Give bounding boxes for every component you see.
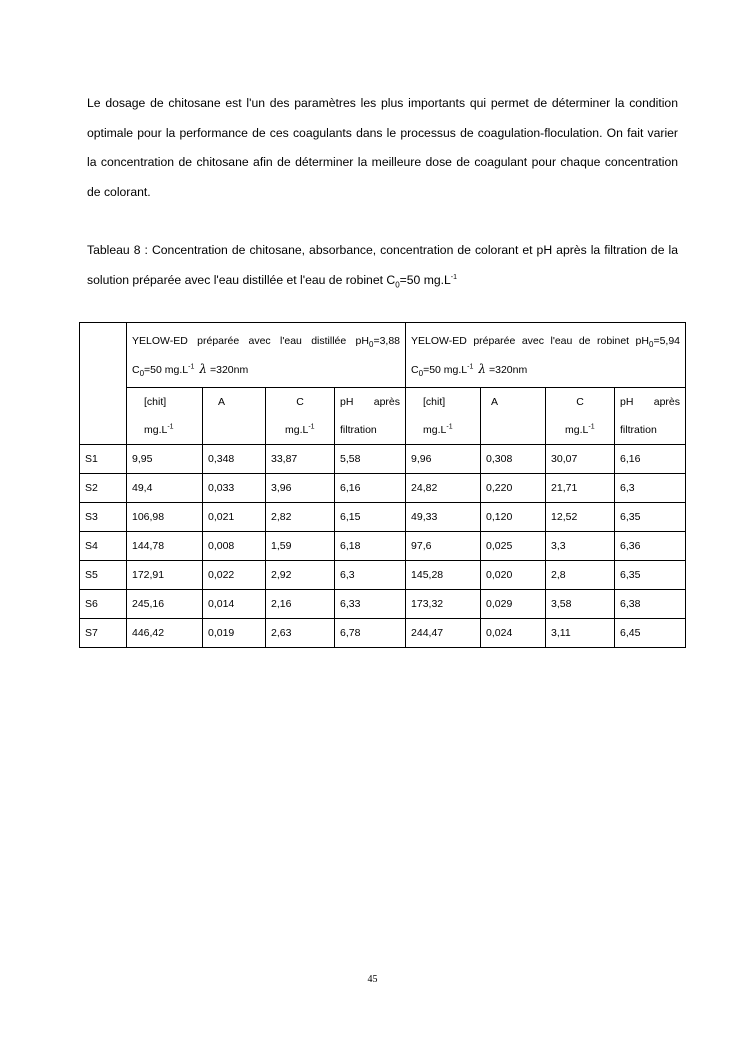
table-cell: 0,019: [203, 619, 266, 648]
table-cell: 0,025: [481, 532, 546, 561]
table-cell: 0,020: [481, 561, 546, 590]
table-cell: 0,022: [203, 561, 266, 590]
caption-sup: -1: [450, 273, 458, 281]
lambda-symbol: λ: [199, 361, 207, 376]
table-cell: 0,021: [203, 503, 266, 532]
subheader-chit: [chit] $mg.L^{-1}$: [406, 388, 481, 445]
subheader-a: A: [481, 388, 546, 445]
table-cell: 172,91: [127, 561, 203, 590]
row-label: S7: [80, 619, 127, 648]
group-title: YELOW-ED préparée avec l'eau distillée $pH_0=3,88$: [132, 334, 401, 349]
table-row: [80, 503, 686, 532]
table-cell: 6,35: [615, 561, 686, 590]
table-caption: [87, 236, 678, 295]
table-cell: 9,96: [406, 445, 481, 474]
subheader-a: A: [203, 388, 266, 445]
intro-paragraph: Le dosage de chitosane est l'un des paramètres les plus importants qui permet de déterminer la condition optimale pour la performance de ces coagulants dans le processus de coagulation-floculation. On fait varier la concentration de chitosane afin de déterminer la meilleure dose de coagulant pour chaque concentration de colorant.: [87, 96, 678, 199]
table-cell: 0,348: [203, 445, 266, 474]
table-cell: 3,58: [546, 590, 615, 619]
row-label: S5: [80, 561, 127, 590]
table-cell: 5,58: [335, 445, 406, 474]
table-row: [80, 532, 686, 561]
table-cell: 2,63: [266, 619, 335, 648]
table-cell: 6,3: [335, 561, 406, 590]
table-cell: 24,82: [406, 474, 481, 503]
table-cell: 3,11: [546, 619, 615, 648]
table-row: [80, 445, 686, 474]
row-label: S6: [80, 590, 127, 619]
page-number: 45: [367, 974, 378, 985]
table-cell: 0,220: [481, 474, 546, 503]
table-cell: 6,36: [615, 532, 686, 561]
caption-tail: =50 mg.L: [399, 272, 451, 287]
results-table: [79, 322, 686, 648]
table-cell: 446,42: [127, 619, 203, 648]
table-cell: 0,308: [481, 445, 546, 474]
table-cell: 6,15: [335, 503, 406, 532]
table-cell: 1,59: [266, 532, 335, 561]
table-cell: 0,014: [203, 590, 266, 619]
table-cell: 49,4: [127, 474, 203, 503]
table-cell: 3,96: [266, 474, 335, 503]
table-cell: 145,28: [406, 561, 481, 590]
table-cell: 6,45: [615, 619, 686, 648]
subheader-ph: pH après filtration: [335, 388, 406, 445]
table-cell: 3,3: [546, 532, 615, 561]
group-params: $C_0=50$ $mg.L^{-1}$ λ =320nm: [132, 361, 249, 378]
table-cell: 2,8: [546, 561, 615, 590]
subheader-c: C $mg.L^{-1}$: [546, 388, 615, 445]
table-cell: 6,16: [335, 474, 406, 503]
table-cell: 6,3: [615, 474, 686, 503]
table-row: [80, 561, 686, 590]
row-label: S2: [80, 474, 127, 503]
subheader-c: C $mg.L^{-1}$: [266, 388, 335, 445]
table-cell: 244,47: [406, 619, 481, 648]
table-cell: 0,120: [481, 503, 546, 532]
row-label: S3: [80, 503, 127, 532]
table-cell: 6,38: [615, 590, 686, 619]
table-row: [80, 619, 686, 648]
table-cell: 21,71: [546, 474, 615, 503]
table-cell: 144,78: [127, 532, 203, 561]
table-cell: 9,95: [127, 445, 203, 474]
table-cell: 6,16: [615, 445, 686, 474]
subheader-ph: pH après filtration: [615, 388, 686, 445]
group-header-distilled: [127, 323, 406, 388]
group-params: $C_0=50$ $mg.L^{-1}$ λ =320nm: [411, 361, 528, 378]
table-cell: 0,029: [481, 590, 546, 619]
table-cell: 0,008: [203, 532, 266, 561]
group-header-tap: [406, 323, 686, 388]
table-cell: 6,18: [335, 532, 406, 561]
group-title: YELOW-ED préparée avec l'eau de robinet $pH_0=5,94$: [411, 334, 681, 349]
table-cell: 2,16: [266, 590, 335, 619]
table-cell: 30,07: [546, 445, 615, 474]
table-cell: 173,32: [406, 590, 481, 619]
table-row: [80, 474, 686, 503]
table-row: [80, 590, 686, 619]
subheader-chit: [chit] $mg.L^{-1}$: [127, 388, 203, 445]
table-cell: 97,6: [406, 532, 481, 561]
table-cell: 245,16: [127, 590, 203, 619]
table-cell: 6,78: [335, 619, 406, 648]
table-cell: 106,98: [127, 503, 203, 532]
row-label: S4: [80, 532, 127, 561]
caption-sub: 0: [395, 279, 400, 289]
table-cell: 2,82: [266, 503, 335, 532]
table-cell: 33,87: [266, 445, 335, 474]
table-cell: 6,35: [615, 503, 686, 532]
table-cell: 0,024: [481, 619, 546, 648]
corner-cell: [80, 323, 127, 445]
table-cell: 49,33: [406, 503, 481, 532]
caption-text: Tableau 8 : Concentration de chitosane, absorbance, concentration de colorant et pH après la filtration de la solution préparée avec l'eau distillée et l'eau de robinet C: [87, 243, 678, 287]
lambda-symbol: λ: [478, 361, 486, 376]
table-cell: 0,033: [203, 474, 266, 503]
row-label: S1: [80, 445, 127, 474]
table-cell: 12,52: [546, 503, 615, 532]
table-cell: 2,92: [266, 561, 335, 590]
table-cell: 6,33: [335, 590, 406, 619]
